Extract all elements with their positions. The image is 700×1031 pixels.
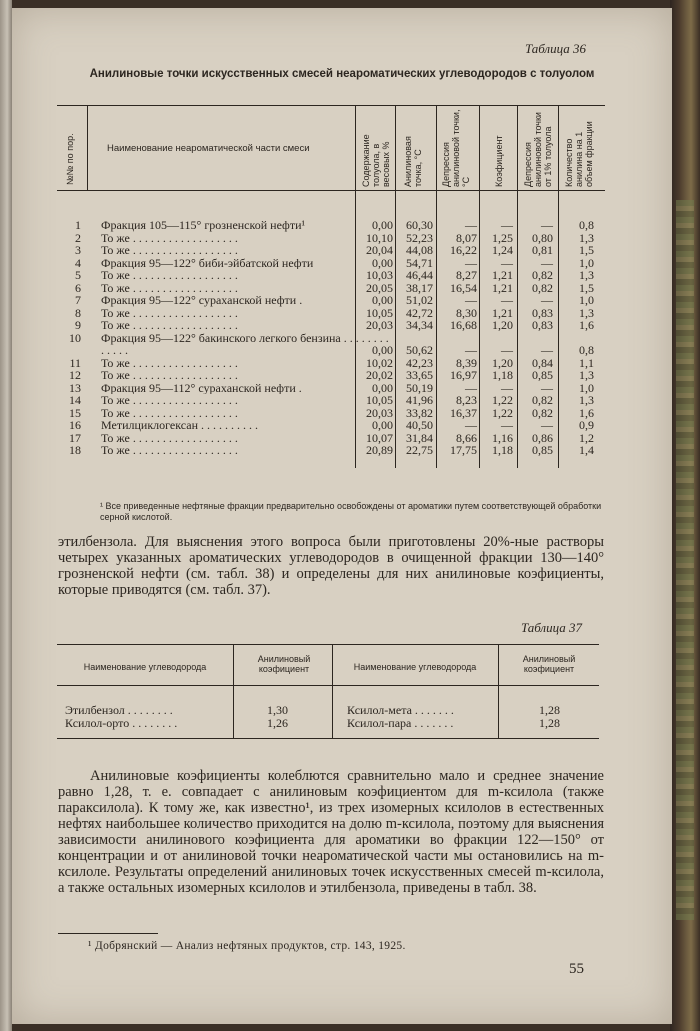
table36-row — [57, 432, 605, 445]
table36-cell-c6: 1,5 — [579, 280, 594, 295]
table36-cell-c5: — — [541, 293, 553, 307]
table36-cell-num: 6 — [75, 280, 81, 295]
table36-cell-c5: — — [541, 255, 553, 270]
book-page — [12, 8, 672, 1024]
table36-cell-name: То же . . . . . . . . . . . . . . . . . . — [101, 281, 238, 294]
table36-row — [57, 269, 605, 282]
table36-row — [57, 357, 605, 370]
table36-cell-num: 1 — [75, 218, 81, 232]
footnote-rule — [58, 933, 158, 934]
table36-row — [57, 294, 605, 307]
table36-cell-num: 9 — [75, 318, 81, 332]
table36-cell-c6: 1,2 — [579, 430, 594, 445]
table36-col-divider — [87, 105, 88, 190]
table36-cell-c2: 42,23 — [406, 355, 433, 370]
table36-cell-c4: — — [501, 343, 513, 357]
table36-cell-c1: 20,03 — [366, 318, 393, 332]
table36-cell-num: 18 — [69, 443, 81, 457]
table36-cell-c2: 41,96 — [406, 393, 433, 407]
table36-cell-c5: — — [541, 418, 553, 432]
table36-cell-name: Фракция 105—115° грозненской нефти¹ — [101, 219, 306, 232]
table36-cell-c3: 8,27 — [456, 268, 477, 282]
table36-cell-c3: 8,39 — [456, 355, 477, 370]
table36-header-toluene: Содержание толуола, в весовых % — [361, 134, 391, 187]
table36-row — [57, 407, 605, 420]
table36-cell-c6: 1,3 — [579, 393, 594, 407]
table37-col-divider — [498, 644, 499, 738]
table36-cell-num: 10 — [69, 330, 81, 345]
table36-cell-c4: 1,22 — [492, 405, 513, 420]
table36-cell-c4: — — [501, 380, 513, 395]
table36-cell-c3: — — [465, 418, 477, 432]
table36-header-name: Наименование неароматической части смеси — [107, 143, 310, 154]
table36-cell-c4: 1,16 — [492, 430, 513, 445]
table36-cell-c2: 51,02 — [406, 293, 433, 307]
table36-cell-c2: 33,82 — [406, 405, 433, 420]
book-left-edge — [0, 0, 12, 1031]
table36-cell-c1: 20,05 — [366, 280, 393, 295]
table36-cell-c3: — — [465, 380, 477, 395]
table36-cell-name: То же . . . . . . . . . . . . . . . . . . — [101, 431, 238, 444]
table37-bottom-rule — [57, 738, 599, 739]
page-footnote: ¹ Добрянский — Анализ нефтяных продуктов, стр. 143, 1925. — [88, 940, 406, 952]
table36-cell-c5: — — [541, 343, 553, 357]
table36-cell-num: 7 — [75, 293, 81, 307]
table36-cell-c1: 20,04 — [366, 243, 393, 257]
table36-cell-name: То же . . . . . . . . . . . . . . . . . . — [101, 369, 238, 382]
table37-name-cell: Ксилол-орто . . . . . . . . — [65, 716, 178, 730]
table36-cell-c2: 46,44 — [406, 268, 433, 282]
table36-cell-num: 4 — [75, 255, 81, 270]
table37-label: Таблица 37 — [520, 620, 582, 635]
table36-cell-c2: 31,84 — [406, 430, 433, 445]
table36-row — [57, 282, 605, 295]
table36-cell-num: 12 — [69, 368, 81, 382]
table36-header-depression-per-pct: Депрессия анилиновой точки от 1% толуола — [523, 112, 553, 187]
body-paragraph-1: этилбензола. Для выяснения этого вопроса были приготовлены 20%-ные растворы четырех указанных ароматических углеводородов в очищенной фракции 130—140° грозненской нефти (см. табл. 38) и определены для них анилиновые коэфициенты, которые приводятся (см. табл. 37). — [58, 534, 604, 598]
table36-header-aniline-point: Анилиновая точка, °C — [403, 136, 423, 187]
table36-cell-c3: 16,68 — [450, 318, 477, 332]
table36-cell-num: 13 — [69, 380, 81, 395]
table36-row — [57, 232, 605, 245]
table37-coef-cell: 1,26 — [267, 716, 288, 730]
table37-coef-cell: 1,30 — [267, 703, 288, 717]
table36-cell-c5: 0,85 — [532, 443, 553, 457]
table37-header-rule — [57, 685, 599, 686]
table36-cell-c2: 38,17 — [406, 280, 433, 295]
table36-cell-c4: 1,25 — [492, 230, 513, 245]
table36-footnote: ¹ Все приведенные нефтяные фракции предварительно освобождены от ароматики путем соответствующей обработки серной кислотой. — [100, 501, 602, 522]
table36-row — [57, 257, 605, 270]
table37-header-coef-right: Анилиновый коэфициент — [522, 654, 576, 674]
table36-cell-c6: 1,0 — [579, 293, 594, 307]
table36-cell-c6: 1,3 — [579, 268, 594, 282]
table36-cell-c1: 0,00 — [372, 343, 393, 357]
table36-cell-c5: 0,82 — [532, 280, 553, 295]
table36-cell-c2: 50,62 — [406, 343, 433, 357]
table36-row — [57, 444, 605, 457]
table36-cell-c1: 20,89 — [366, 443, 393, 457]
table36-cell-name: То же . . . . . . . . . . . . . . . . . . — [101, 394, 238, 407]
table36-row — [57, 369, 605, 382]
table36-row — [57, 244, 605, 257]
table36-cell-c2: 40,50 — [406, 418, 433, 432]
table36-cell-c4: 1,24 — [492, 243, 513, 257]
table36-cell-name: То же . . . . . . . . . . . . . . . . . . — [101, 306, 238, 319]
table37-coef-cell: 1,28 — [539, 703, 560, 717]
table37-col-divider — [233, 644, 234, 738]
table36-cell-c6: 1,0 — [579, 380, 594, 395]
table36-cell-c5: — — [541, 218, 553, 232]
table36-cell-c4: — — [501, 293, 513, 307]
book-spine-edge — [670, 0, 700, 1031]
table36-row — [57, 332, 605, 357]
table36-row — [57, 219, 605, 232]
table36-cell-name: То же . . . . . . . . . . . . . . . . . . — [101, 406, 238, 419]
table36-cell-c3: 16,97 — [450, 368, 477, 382]
table36-cell-name: Фракция 95—122° сураханской нефти . — [101, 294, 303, 307]
table36-cell-c2: 44,08 — [406, 243, 433, 257]
table36-cell-c5: 0,86 — [532, 430, 553, 445]
table36-cell-num: 17 — [69, 430, 81, 445]
table36-row — [57, 394, 605, 407]
table36-cell-c2: 22,75 — [406, 443, 433, 457]
table37 — [57, 644, 599, 738]
table37-name-cell: Ксилол-мета . . . . . . . — [347, 703, 454, 717]
table36-cell-c3: 8,07 — [456, 230, 477, 245]
table36-cell-c1: 10,10 — [366, 230, 393, 245]
table36-cell-c5: 0,82 — [532, 405, 553, 420]
table36-cell-c6: 1,1 — [579, 355, 594, 370]
table37-header-name-right: Наименование углеводорода — [353, 662, 477, 672]
table36-cell-c1: 10,03 — [366, 268, 393, 282]
table36-cell-c6: 1,3 — [579, 305, 594, 320]
table36-cell-c4: 1,18 — [492, 368, 513, 382]
table36-cell-name: То же . . . . . . . . . . . . . . . . . . — [101, 319, 238, 332]
table36-header-rule — [57, 190, 605, 191]
table36-cell-c6: 1,4 — [579, 443, 594, 457]
table36-cell-c1: 0,00 — [372, 293, 393, 307]
table37-top-rule — [57, 644, 599, 645]
table36-cell-name: Метилциклогексан . . . . . . . . . . — [101, 419, 258, 432]
table36-cell-c4: 1,21 — [492, 280, 513, 295]
table36-cell-c6: 1,3 — [579, 368, 594, 382]
table36-header-depression: Депрессия анилиновой точки, °C — [441, 109, 471, 187]
table36-cell-num: 8 — [75, 305, 81, 320]
table36-cell-c4: 1,21 — [492, 305, 513, 320]
table36-cell-num: 15 — [69, 405, 81, 420]
table36-heading: Анилиновые точки искусственных смесей неароматических углеводородов с толуолом — [89, 68, 595, 80]
table36-cell-c2: 52,23 — [406, 230, 433, 245]
table36-cell-c3: — — [465, 293, 477, 307]
table36-cell-name: То же . . . . . . . . . . . . . . . . . . — [101, 231, 238, 244]
table36-cell-num: 11 — [69, 355, 81, 370]
table36-cell-num: 3 — [75, 243, 81, 257]
table36-header-coefficient: Коэфициент — [494, 135, 504, 187]
table36-cell-c2: 34,34 — [406, 318, 433, 332]
table36-row — [57, 307, 605, 320]
table36-cell-c2: 42,72 — [406, 305, 433, 320]
table36-row — [57, 419, 605, 432]
table36-cell-name: То же . . . . . . . . . . . . . . . . . . — [101, 244, 238, 257]
table37-name-cell: Этилбензол . . . . . . . . — [65, 703, 173, 717]
table36-cell-num: 14 — [69, 393, 81, 407]
table36-header-num: №№ по пор. — [65, 133, 75, 185]
table36-cell-c5: 0,82 — [532, 393, 553, 407]
table36-cell-c4: — — [501, 418, 513, 432]
table36-cell-c6: 1,0 — [579, 255, 594, 270]
table36-cell-c6: 1,3 — [579, 230, 594, 245]
table36-cell-c5: 0,80 — [532, 230, 553, 245]
table36-cell-c5: 0,83 — [532, 318, 553, 332]
table36-cell-num: 2 — [75, 230, 81, 245]
table36-cell-c5: 0,85 — [532, 368, 553, 382]
table36-cell-c3: — — [465, 218, 477, 232]
table36-cell-c6: 1,6 — [579, 318, 594, 332]
table36-cell-c1: 20,02 — [366, 368, 393, 382]
table36-cell-name: Фракция 95—122° бакинского легкого бензина . . . . . . . . . . . . . — [101, 331, 389, 357]
table36-cell-c1: 0,00 — [372, 418, 393, 432]
table36-cell-c4: 1,20 — [492, 318, 513, 332]
table36-cell-c3: 16,37 — [450, 405, 477, 420]
table36-cell-c6: 1,6 — [579, 405, 594, 420]
table36-cell-c5: — — [541, 380, 553, 395]
table36-cell-c3: — — [465, 255, 477, 270]
table36-cell-c1: 10,07 — [366, 430, 393, 445]
table36-cell-c5: 0,84 — [532, 355, 553, 370]
table36-cell-c3: 17,75 — [450, 443, 477, 457]
table36-cell-c2: 50,19 — [406, 380, 433, 395]
table36-cell-c3: 8,23 — [456, 393, 477, 407]
table36-cell-c3: 8,66 — [456, 430, 477, 445]
table36-cell-name: Фракция 95—112° сураханской нефти . — [101, 381, 302, 394]
table36-cell-c6: 0,8 — [579, 343, 594, 357]
table36-cell-c5: 0,82 — [532, 268, 553, 282]
table36-cell-c1: 10,05 — [366, 305, 393, 320]
table36-label: Таблица 36 — [524, 41, 586, 56]
table36-header-aniline-amount: Количество анилина на 1 объем фракции — [564, 121, 594, 187]
body-paragraph-2: Анилиновые коэфициенты колеблются сравнительно мало и среднее значение равно 1,28, т. е. совпадает с анилиновым коэфициентом для m-ксилола (также параксилола). К тому же, как известно¹, из трех изомерных ксилолов в естественных нефтях наибольшее количество приходится на долю m-ксилола, поэтому для выяснения зависимости анилинового коэфициента для ароматики во фракции 122—150° от концентрации и от анилиновой точки неароматической части мы остановились на m-ксилоле. Результаты определений анилиновых точек искусственных смесей m-ксилола, а также остальных изомерных ксилолов и этилбензола, приведены в табл. 38. — [58, 768, 604, 896]
table36-cell-name: Фракция 95—122° биби-эйбатской нефти — [101, 256, 314, 269]
table36-cell-num: 5 — [75, 268, 81, 282]
table36-cell-c1: 0,00 — [372, 255, 393, 270]
table36-cell-c4: — — [501, 255, 513, 270]
table36-cell-c1: 0,00 — [372, 218, 393, 232]
table36-cell-c1: 10,05 — [366, 393, 393, 407]
table36-cell-c2: 60,30 — [406, 218, 433, 232]
table37-coef-cell: 1,28 — [539, 716, 560, 730]
table36-cell-c1: 10,02 — [366, 355, 393, 370]
table36-cell-c3: 8,30 — [456, 305, 477, 320]
table36-cell-c1: 20,03 — [366, 405, 393, 420]
table36-cell-num: 16 — [69, 418, 81, 432]
table36-cell-c6: 0,9 — [579, 418, 594, 432]
table36-row — [57, 382, 605, 395]
table37-name-cell: Ксилол-пара . . . . . . . — [347, 716, 454, 730]
table36-cell-c6: 1,5 — [579, 243, 594, 257]
table36-cell-name: То же . . . . . . . . . . . . . . . . . . — [101, 269, 238, 282]
table36-cell-c4: 1,21 — [492, 268, 513, 282]
table36-cell-c5: 0,83 — [532, 305, 553, 320]
table36-cell-c3: — — [465, 343, 477, 357]
table36-cell-c2: 54,71 — [406, 255, 433, 270]
table36-body — [57, 219, 605, 457]
table36-row — [57, 319, 605, 332]
table36-cell-c6: 0,8 — [579, 218, 594, 232]
table36-cell-c2: 33,65 — [406, 368, 433, 382]
table36-cell-c1: 0,00 — [372, 380, 393, 395]
table37-header-coef-left: Анилиновый коэфициент — [257, 654, 311, 674]
table36-cell-c4: — — [501, 218, 513, 232]
table36-cell-name: То же . . . . . . . . . . . . . . . . . . — [101, 444, 238, 457]
table36-cell-c4: 1,22 — [492, 393, 513, 407]
table36-cell-c5: 0,81 — [532, 243, 553, 257]
table36-cell-c4: 1,18 — [492, 443, 513, 457]
table36-cell-name: То же . . . . . . . . . . . . . . . . . . — [101, 356, 238, 369]
page-number: 55 — [569, 961, 584, 977]
table37-col-divider — [332, 644, 333, 738]
table37-header-name-left: Наименование углеводорода — [83, 662, 207, 672]
table36-cell-c3: 16,54 — [450, 280, 477, 295]
table36-cell-c3: 16,22 — [450, 243, 477, 257]
table36-cell-c4: 1,20 — [492, 355, 513, 370]
